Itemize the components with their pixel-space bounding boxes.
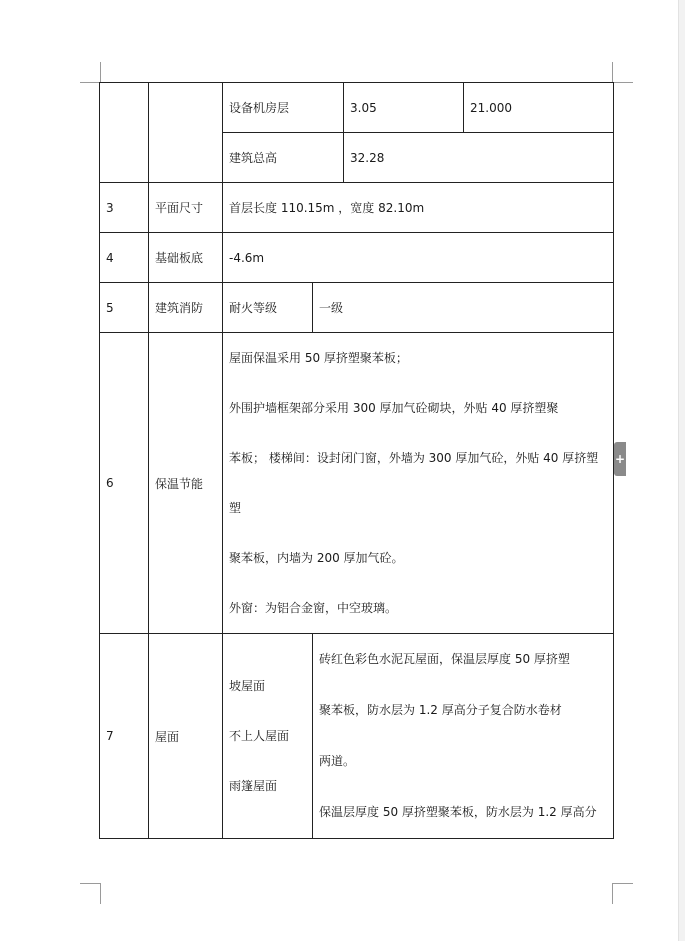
table-cell-value: 一级 xyxy=(313,283,614,333)
text-line: 聚苯板，防水层为 1.2 厚高分子复合防水卷材 xyxy=(319,703,562,717)
text-line: 保温层厚度 50 厚挤塑聚苯板，防水层为 1.2 厚高分 xyxy=(319,805,597,819)
table-cell: 32.28 xyxy=(344,133,614,183)
table-cell-no: 7 xyxy=(100,634,149,839)
table-row xyxy=(100,233,614,283)
text-line: 塑 xyxy=(229,501,242,515)
table-row xyxy=(100,333,614,634)
table-cell-name: 建筑消防 xyxy=(149,283,223,333)
text-line: 聚苯板，内墙为 200 厚加气砼。 xyxy=(229,551,404,565)
building-info-table xyxy=(99,82,614,839)
table-cell-roof-types xyxy=(223,634,313,839)
corner-mark-top-right xyxy=(612,62,633,83)
text-line: 砖红色彩色水泥瓦屋面，保温层厚度 50 厚挤塑 xyxy=(319,652,570,666)
page-edge xyxy=(678,0,685,941)
text-line: 外围护墙框架部分采用 300 厚加气砼砌块，外贴 40 厚挤塑聚 xyxy=(229,401,559,415)
table-cell-label: 耐火等级 xyxy=(223,283,313,333)
corner-mark-top-left xyxy=(80,62,101,83)
table-row xyxy=(100,83,614,133)
table-cell: 设备机房层 xyxy=(223,83,344,133)
table-cell-value: -4.6m xyxy=(223,233,614,283)
table-row xyxy=(100,183,614,233)
table-cell-no: 4 xyxy=(100,233,149,283)
text-line: 苯板； 楼梯间：设封闭门窗，外墙为 300 厚加气砼，外贴 40 厚挤塑 xyxy=(229,451,599,465)
text-line: 不上人屋面 xyxy=(229,729,290,743)
table-cell-no: 3 xyxy=(100,183,149,233)
table-row xyxy=(100,283,614,333)
table-cell-name: 保温节能 xyxy=(149,333,223,634)
table-cell-roof-desc xyxy=(313,634,614,839)
expand-sidebar-button[interactable]: + xyxy=(614,442,626,476)
table-cell-no xyxy=(100,83,149,183)
text-line: 屋面保温采用 50 厚挤塑聚苯板； xyxy=(229,351,408,365)
table-cell-name xyxy=(149,83,223,183)
text-line: 坡屋面 xyxy=(229,679,266,693)
table-cell-name: 平面尺寸 xyxy=(149,183,223,233)
text-line: 外窗：为铝合金窗，中空玻璃。 xyxy=(229,601,398,615)
table-cell-name: 基础板底 xyxy=(149,233,223,283)
text-line: 雨篷屋面 xyxy=(229,779,278,793)
table-cell: 21.000 xyxy=(464,83,614,133)
table-cell-no: 5 xyxy=(100,283,149,333)
corner-mark-bottom-left xyxy=(80,883,101,904)
table-cell: 3.05 xyxy=(344,83,464,133)
text-line: 两道。 xyxy=(319,754,356,768)
table-cell-value: 首层长度 110.15m ，宽度 82.10m xyxy=(223,183,614,233)
table-cell-name: 屋面 xyxy=(149,634,223,839)
table-cell-value xyxy=(223,333,614,634)
table-cell: 建筑总高 xyxy=(223,133,344,183)
table-row xyxy=(100,634,614,839)
corner-mark-bottom-right xyxy=(612,883,633,904)
table-cell-no: 6 xyxy=(100,333,149,634)
